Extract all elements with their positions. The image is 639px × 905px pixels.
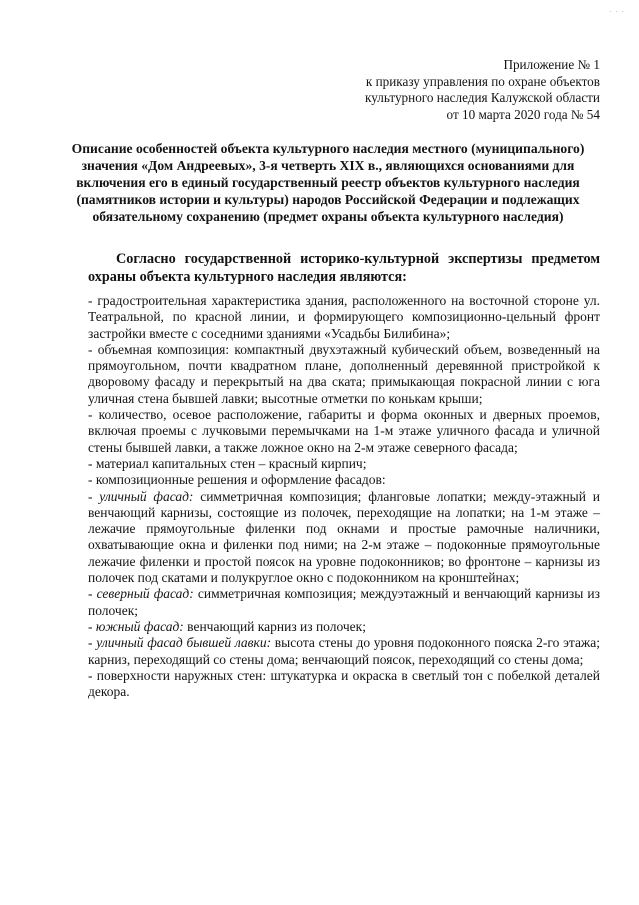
appendix-header [365, 57, 600, 123]
item-text: - градостроительная характеристика здания, расположенного на восточной стороне ул. Театральной, по красной линии, и формирующего композиционно-цельный фронт застройки вместе с соседними зданиями «Усадьбы Билибина»; [88, 293, 600, 341]
item-text: - поверхности наружных стен: штукатурка и окраска в светлый тон с побелкой деталей декора. [88, 667, 600, 700]
list-item [88, 342, 600, 407]
list-item [88, 635, 600, 668]
item-text: симметричная композиция; фланговые лопатки; между-этажный и венчающий карнизы, состоящие из полочек, переходящие на лопатки; на 1-м этаже – лежачие прямоугольные филенки под окнами и простые рамочные наличники, охватывающие окна и филенки под ними; на 2-м этаже – подоконные прямоугольные лежачие филенки и простой поясок на уровне подоконников; во фронтоне – карнизы из полочек под скатами и полукруглое окно с подоконником на кронштейнах; [88, 488, 600, 586]
list-item [88, 586, 600, 619]
corner-mark: · · · [609, 8, 625, 16]
item-prefix: - южный фасад: [88, 618, 184, 634]
header-line-4: от 10 марта 2020 года № 54 [446, 106, 600, 122]
item-text: - количество, осевое расположение, габариты и форма оконных и дверных проемов, включая проемы с лучковыми перемычками на 1-м этаже уличного фасада и уличной стены бывшей лавки, а также ложное окно на 2-м этаже северного фасада; [88, 407, 600, 455]
item-text: симметричная композиция; междуэтажный и венчающий карнизы из полочек; [88, 586, 600, 618]
item-prefix: - уличный фасад бывшей лавки: [88, 635, 272, 651]
header-line-3: культурного наследия Калужской области [365, 90, 600, 106]
item-text: - материал капитальных стен – красный кирпич; [88, 455, 367, 471]
list-item [88, 489, 600, 587]
list-item [88, 456, 600, 472]
document-title: Описание особенностей объекта культурного наследия местного (муниципального) значения «Дом Андреевых», 3-я четверть XIX в., являющихся основаниями для включения его в единый государственный реестр объектов культурного наследия (памятников истории и культуры) народов Российской Федерации и подлежащих обязательному сохранению (предмет охраны объекта культурного наследия) [71, 141, 585, 224]
list-item [88, 668, 600, 701]
header-line-2: к приказу управления по охране объектов [365, 73, 600, 89]
item-text: - объемная композиция: компактный двухэтажный кубический объем, возведенный на прямоугольном, почти квадратном плане, дополненный деревянной пристройкой к дворовому фасаду и перекрытый на два ската; примыкающая покрасной линии с юга уличная стена бывшей лавки; высотные отметки по конькам крыши; [88, 341, 600, 406]
item-text: - композиционные решения и оформление фасадов: [88, 472, 386, 488]
list-item [88, 619, 600, 635]
item-text: высота стены до уровня подоконного пояска 2-го этажа; карниз, переходящий со стены дома; венчающий поясок, переходящий со стены дома; [88, 635, 601, 667]
item-text: венчающий карниз из полочек; [183, 618, 366, 634]
protection-items-list [88, 293, 600, 700]
item-prefix: - северный фасад: [88, 586, 194, 602]
intro-paragraph: Согласно государственной историко-культурной экспертизы предметом охраны объекта культурного наследия являются: [88, 251, 600, 285]
list-item [88, 293, 600, 342]
list-item [88, 407, 600, 456]
item-prefix: - уличный фасад: [88, 488, 194, 504]
list-item [88, 472, 600, 488]
header-line-1: Приложение № 1 [503, 57, 600, 72]
